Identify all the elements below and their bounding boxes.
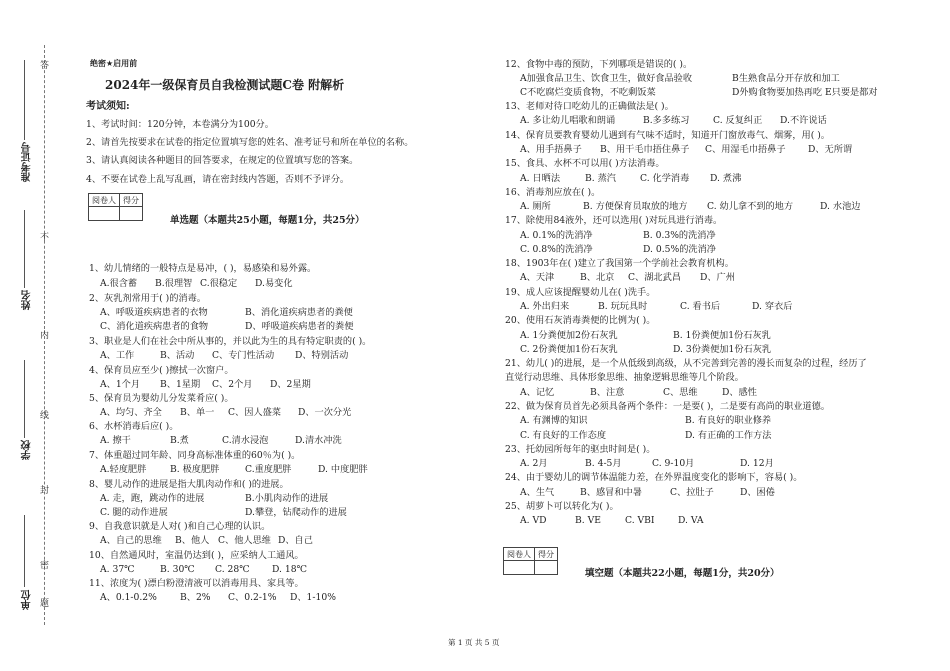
q1-option-c[interactable]: C.很稳定 [200,278,238,289]
q11-option-b[interactable]: B、2% [180,592,211,603]
q12-option-c[interactable]: C不吃腐烂变质食物，不吃剩饭菜 [520,87,656,98]
notice-1: 1、考试时间：120分钟，本卷满分为100分。 [86,119,274,130]
q18-option-d[interactable]: D、广州 [700,272,735,283]
score-table-section1 [88,193,143,221]
q15-option-d[interactable]: D. 煮沸 [710,173,742,184]
q15-option-a[interactable]: A. 日晒法 [520,173,561,184]
q22-option-c[interactable]: C. 有良好的工作态度 [520,430,607,441]
q7-option-b[interactable]: B. 极度肥胖 [170,464,220,475]
q16-option-c[interactable]: C. 幼儿拿不到的地方 [707,201,794,212]
q19-option-c[interactable]: C. 看书后 [680,301,721,312]
section2-title: 填空题（本题共22小题，每题1分，共20分） [585,568,780,579]
q13-option-b[interactable]: B.多多练习 [643,115,690,126]
question-23: 23、托幼园所每年的驱虫时间是( )。 [505,444,656,455]
section1-title: 单选题（本题共25小题，每题1分，共25分） [170,215,365,226]
seal-char-4: 线 [38,410,48,419]
label-exam-id: 准考证号 [22,142,33,182]
score-header: 得分 [120,194,143,207]
q16-option-d[interactable]: D. 水池边 [820,201,861,212]
seal-char-7: 题 [38,598,48,607]
q22-option-a[interactable]: A. 有渊博的知识 [520,415,588,426]
q20-option-a[interactable]: A. 1分粪便加2份石灰乳 [520,330,618,341]
unit-blank[interactable] [24,515,25,587]
score-table-section2 [503,547,558,575]
q9-option-c[interactable]: C、他人思维 [218,535,271,546]
score-cell-2[interactable] [535,561,558,575]
q1-option-b[interactable]: B.很理智 [155,278,193,289]
question-10: 10、自然通风时，室温仍达到( )，应采纳人工通风。 [89,550,304,561]
question-22: 22、做为保育员首先必须具备两个条件：一是要( )，二是要有高尚的职业道德。 [505,401,830,412]
question-17: 17、除使用84液外，还可以选用( )对玩具进行消毒。 [505,215,723,226]
q17-option-a[interactable]: A. 0.1%的洗消净 [520,230,593,241]
q20-option-b[interactable]: B. 1份粪便加1份石灰乳 [673,330,771,341]
question-14: 14、保育员要教育婴幼儿遇到有气味不适时，知道开门窗放毒气、烟雾，用( )。 [505,130,830,141]
reviewer-cell-2[interactable] [504,561,535,575]
q9-option-a[interactable]: A、自己的思维 [100,535,162,546]
q24-option-c[interactable]: C、拉肚子 [670,487,714,498]
question-20: 20、使用石灰消毒粪便的比例为( )。 [505,315,656,326]
question-11: 11、浓度为( )漂白粉澄清液可以消毒用具、家具等。 [89,578,304,589]
q15-option-b[interactable]: B. 蒸汽 [585,173,616,184]
q8-option-d[interactable]: D.攀登，钻爬动作的进展 [245,507,347,518]
q3-option-d[interactable]: D、特别活动 [295,350,349,361]
q5-option-a[interactable]: A、均匀、齐全 [100,407,162,418]
q11-option-a[interactable]: A、0.1-0.2% [100,592,157,603]
q5-option-d[interactable]: D、一次分光 [298,407,352,418]
reviewer-header: 阅卷人 [89,194,120,207]
q12-option-d[interactable]: D外购食物要加热再吃 E只要是都对 [732,87,878,98]
q19-option-d[interactable]: D. 穿衣后 [752,301,793,312]
seal-char-5: 封 [38,485,48,494]
q6-option-c[interactable]: C.清水浸泡 [222,435,269,446]
q17-option-c[interactable]: C. 0.8%的洗消净 [520,244,593,255]
page-title: 2024年一级保育员自我检测试题C卷 附解析 [105,78,345,92]
q18-option-b[interactable]: B、北京 [580,272,615,283]
q24-option-a[interactable]: A、生气 [520,487,555,498]
q10-option-c[interactable]: C. 28℃ [215,564,250,575]
q10-option-a[interactable]: A. 37℃ [100,564,135,575]
q2-option-d[interactable]: D、呼吸道疾病患者的粪便 [245,321,354,332]
seal-char-3: 内 [38,330,48,339]
q4-option-b[interactable]: B、1星期 [160,379,201,390]
q14-option-c[interactable]: C、用湿毛巾捂鼻子 [705,144,786,155]
q16-option-a[interactable]: A. 厕所 [520,201,551,212]
q2-option-b[interactable]: B、消化道疾病患者的粪便 [245,307,353,318]
q21-option-b[interactable]: B、注意 [590,387,625,398]
q20-option-c[interactable]: C. 2份粪便加1份石灰乳 [520,344,618,355]
q21-option-a[interactable]: A、记忆 [520,387,555,398]
q15-option-c[interactable]: C. 化学消毒 [640,173,690,184]
q6-option-d[interactable]: D.清水冲洗 [295,435,342,446]
question-7: 7、体重超过同年龄、同身高标准体重的60％为( )。 [89,450,301,461]
q25-option-d[interactable]: D. VA [678,515,704,526]
q9-option-b[interactable]: B、他人 [175,535,210,546]
q18-option-a[interactable]: A、天津 [520,272,555,283]
q4-option-d[interactable]: D、2星期 [270,379,311,390]
q4-option-c[interactable]: C、2个月 [212,379,253,390]
q19-option-a[interactable]: A. 外出归来 [520,301,570,312]
q14-option-b[interactable]: B、用干毛巾捂住鼻子 [600,144,690,155]
q6-option-a[interactable]: A. 擦干 [100,435,131,446]
question-24: 24、由于婴幼儿的调节体温能力差，在外界温度变化的影响下，容易( )。 [505,472,803,483]
q25-option-b[interactable]: B. VE [575,515,601,526]
reviewer-cell[interactable] [89,207,120,221]
q2-option-c[interactable]: C、消化道疾病患者的食物 [100,321,209,332]
q4-option-a[interactable]: A、1个月 [100,379,141,390]
q12-option-b[interactable]: B生熟食品分开存放和加工 [732,73,840,84]
question-3: 3、职业是人们在社会中所从事的，并以此为生的具有特定职责的( )。 [89,336,372,347]
secret-mark: 绝密★启用前 [90,59,138,68]
q7-option-c[interactable]: C.重度肥胖 [245,464,292,475]
q7-option-a[interactable]: A.轻度肥胖 [100,464,147,475]
q18-option-c[interactable]: C、湖北武昌 [628,272,681,283]
q2-option-a[interactable]: A、呼吸道疾病患者的衣物 [100,307,208,318]
question-1: 1、幼儿情绪的一般特点是易冲，( )，易感染和易外露。 [89,263,317,274]
question-6: 6、水杯消毒后应( )。 [89,421,179,432]
question-13: 13、老师对待口吃幼儿的正确做法是( )。 [505,101,674,112]
q14-option-d[interactable]: D、无所谓 [808,144,853,155]
q12-option-a[interactable]: A加强食品卫生、饮食卫生，做好食品验收 [520,73,693,84]
q14-option-a[interactable]: A、用手捂鼻子 [520,144,582,155]
q3-option-c[interactable]: C、专门性活动 [212,350,275,361]
question-8: 8、婴儿动作的进展是指大肌肉动作和( )的进展。 [89,479,289,490]
q10-option-b[interactable]: B. 30℃ [160,564,195,575]
q23-option-b[interactable]: B. 4-5月 [585,458,622,469]
q23-option-d[interactable]: D. 12月 [740,458,774,469]
notice-heading: 考试须知: [86,101,130,112]
q8-option-c[interactable]: C. 腿的动作进展 [100,507,168,518]
question-18: 18、1903年在( )建立了我国第一个学前社会教育机构。 [505,258,734,269]
label-name: 姓名 [22,290,33,310]
seal-char-2: 不 [38,232,48,241]
seal-char-1: 答 [38,60,48,69]
q23-option-a[interactable]: A. 2月 [520,458,548,469]
q7-option-d[interactable]: D. 中度肥胖 [318,464,368,475]
q6-option-b[interactable]: B.煮 [170,435,189,446]
q16-option-b[interactable]: B. 方便保育员取放的地方 [583,201,688,212]
q25-option-c[interactable]: C. VBI [625,515,655,526]
notice-3: 3、请认真阅读各种题目的回答要求，在规定的位置填写您的答案。 [86,155,359,166]
question-4: 4、保育员应至少( )擦拭一次窗户。 [89,365,234,376]
question-19: 19、成人应该提醒婴幼儿在( )洗手。 [505,287,656,298]
question-12: 12、食物中毒的预防，下列哪项是错误的( )。 [505,59,693,70]
q1-option-d[interactable]: D.易变化 [255,278,293,289]
label-unit: 单位 [22,590,33,610]
q5-option-b[interactable]: B、单一 [180,407,215,418]
question-9: 9、自我意识就是人对( )和自己心理的认识。 [89,521,271,532]
q17-option-d[interactable]: D. 0.5%的洗消净 [643,244,716,255]
seal-char-6: 密 [38,560,48,569]
q24-option-d[interactable]: D、困倦 [740,487,775,498]
question-21-continued: 直觉行动思维、具体形象思维、抽象逻辑思维等几个阶段。 [505,372,744,383]
q21-option-d[interactable]: D、感性 [722,387,757,398]
notice-4: 4、不要在试卷上乱写乱画，请在密封线内答题，否则不予评分。 [86,174,350,185]
label-school: 学校 [22,440,33,460]
question-25: 25、胡萝卜可以转化为( )。 [505,501,619,512]
q5-option-c[interactable]: C、因人盛菜 [228,407,281,418]
q24-option-b[interactable]: B、感冒和中暑 [580,487,642,498]
q23-option-c[interactable]: C. 9-10月 [652,458,695,469]
score-cell[interactable] [120,207,143,221]
exam-id-blank[interactable] [24,60,25,140]
q22-option-b[interactable]: B. 有良好的职业修养 [685,415,772,426]
q19-option-b[interactable]: B. 玩玩具时 [598,301,648,312]
q1-option-a[interactable]: A.很含蓄 [100,278,138,289]
notice-2: 2、请首先按要求在试卷的指定位置填写您的姓名、准考证号和所在单位的名称。 [86,137,414,148]
q3-option-b[interactable]: B、活动 [160,350,195,361]
question-5: 5、保育员为婴幼儿分发菜肴应( )。 [89,393,234,404]
q11-option-c[interactable]: C、0.2-1% [228,592,277,603]
q17-option-b[interactable]: B. 0.3%的洗消净 [643,230,716,241]
q25-option-a[interactable]: A. VD [520,515,547,526]
question-21: 21、幼儿( )的进展，是一个从低级到高级，从不完善到完善的漫长而复杂的过程，经历了 [505,358,867,369]
q8-option-a[interactable]: A. 走，跑，跳动作的进展 [100,493,205,504]
q21-option-c[interactable]: C、思维 [663,387,698,398]
q20-option-d[interactable]: D. 3份粪便加1份石灰乳 [673,344,772,355]
q9-option-d[interactable]: D、自己 [278,535,313,546]
q11-option-d[interactable]: D、1-10% [290,592,336,603]
reviewer-header-2: 阅卷人 [504,548,535,561]
school-blank[interactable] [24,360,25,438]
question-2: 2、灰乳剂常用于( )的消毒。 [89,293,206,304]
score-header-2: 得分 [535,548,558,561]
q13-option-d[interactable]: D.不许说话 [780,115,827,126]
q8-option-b[interactable]: B.小肌肉动作的进展 [245,493,329,504]
q10-option-d[interactable]: D. 18℃ [272,564,307,575]
page-number: 第 1 页 共 5 页 [448,638,500,647]
question-16: 16、消毒剂应放在( )。 [505,187,601,198]
q3-option-a[interactable]: A、工作 [100,350,135,361]
name-blank[interactable] [24,210,25,288]
q22-option-d[interactable]: D. 有正确的工作方法 [685,430,772,441]
q13-option-a[interactable]: A. 多让幼儿唱歌和朗诵 [520,115,616,126]
question-15: 15、食具、水杯不可以用( )方法消毒。 [505,158,665,169]
q13-option-c[interactable]: C. 反复纠正 [713,115,763,126]
